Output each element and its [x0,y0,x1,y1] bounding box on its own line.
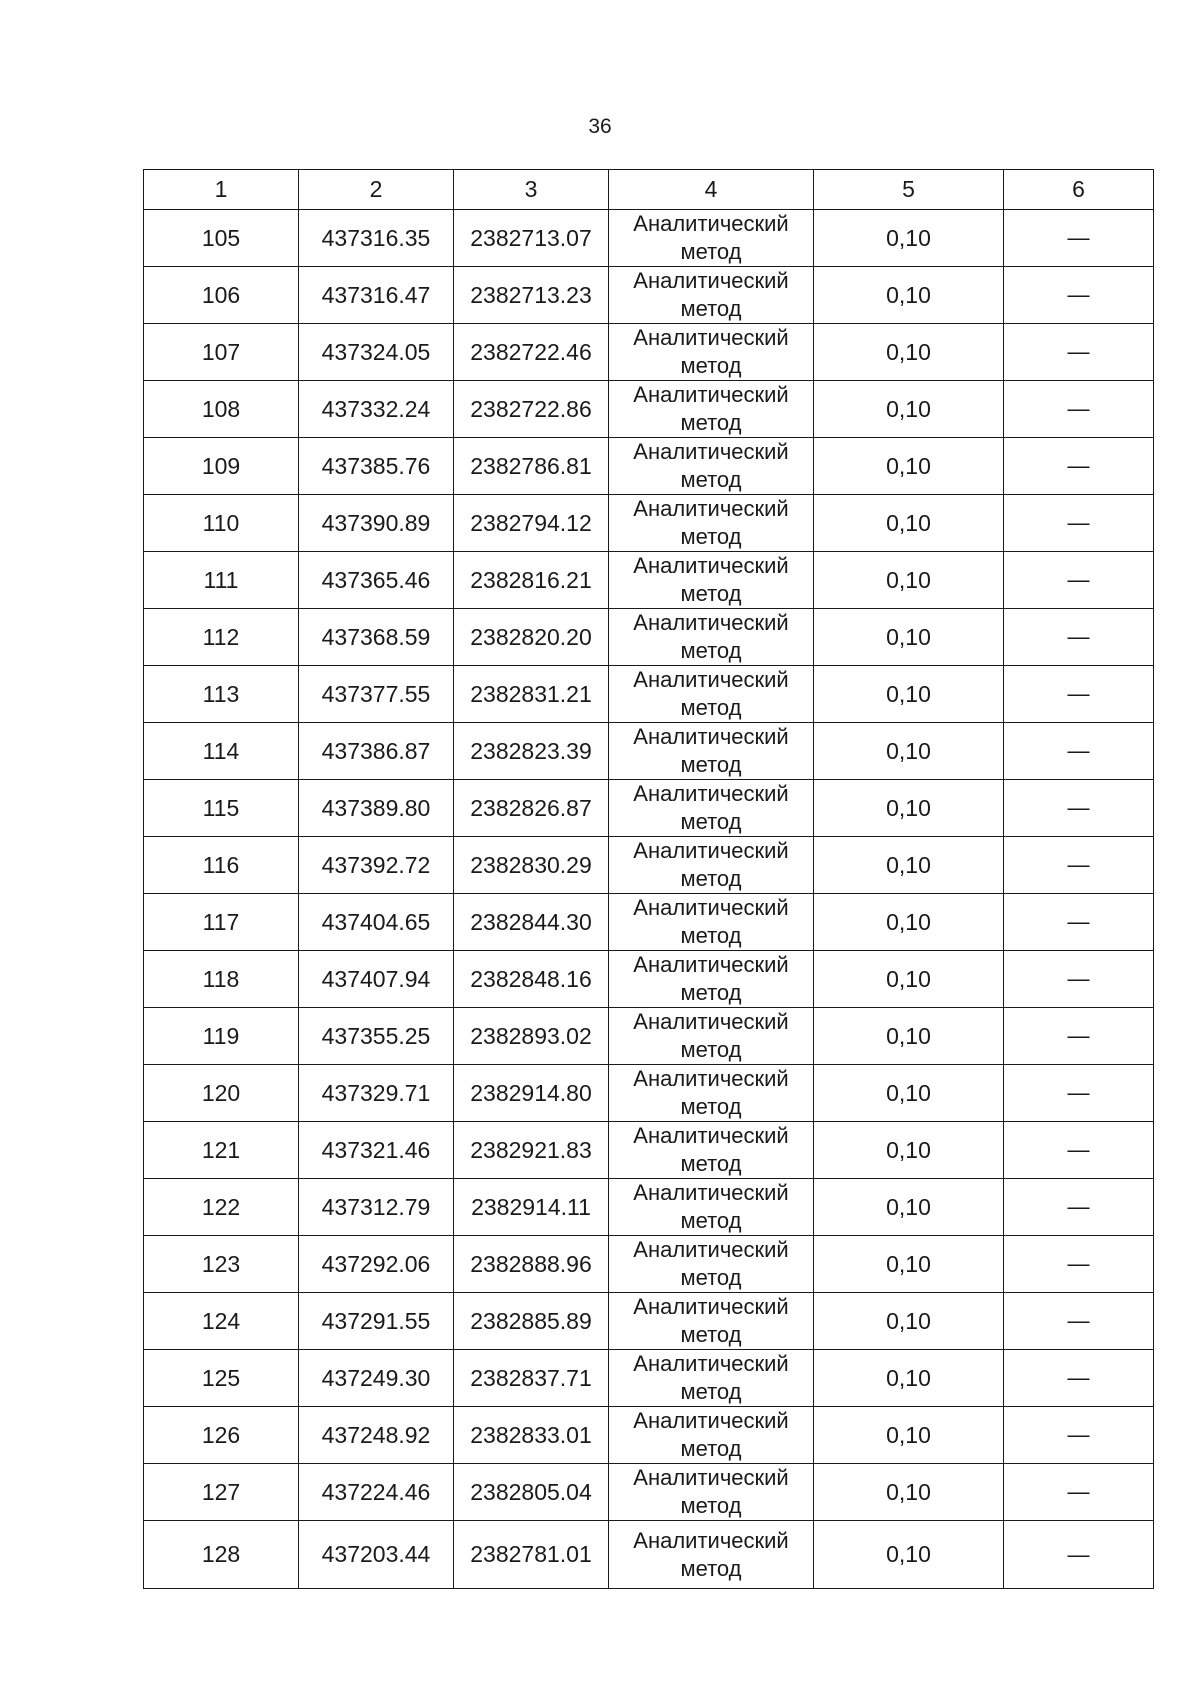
note-cell: — [1004,1521,1154,1589]
method-cell [609,210,814,267]
note-cell: — [1004,1008,1154,1065]
note-cell: — [1004,666,1154,723]
table-row [144,210,1154,267]
method-cell [609,1122,814,1179]
method-line-1: Аналитический [633,1465,789,1490]
method-line-2: метод [680,1493,742,1518]
accuracy-cell: 0,10 [814,1407,1004,1464]
table-row [144,1464,1154,1521]
table-row [144,951,1154,1008]
table-row [144,780,1154,837]
page-number: 36 [588,115,612,138]
note-cell: — [1004,552,1154,609]
method-line-1: Аналитический [633,1351,789,1376]
point-number-cell: 123 [144,1236,299,1293]
point-number-cell: 113 [144,666,299,723]
x-coordinate-cell: 437332.24 [299,381,454,438]
point-number-cell: 116 [144,837,299,894]
method-cell [609,1293,814,1350]
method-line-2: метод [680,467,742,492]
method-line-1: Аналитический [633,1527,789,1553]
accuracy-cell: 0,10 [814,609,1004,666]
method-cell [609,1464,814,1521]
y-coordinate-cell: 2382833.01 [454,1407,609,1464]
note-cell: — [1004,951,1154,1008]
y-coordinate-cell: 2382823.39 [454,723,609,780]
accuracy-cell: 0,10 [814,1350,1004,1407]
method-line-2: метод [680,1208,742,1233]
x-coordinate-cell: 437291.55 [299,1293,454,1350]
method-cell [609,1008,814,1065]
point-number-cell: 109 [144,438,299,495]
accuracy-cell: 0,10 [814,666,1004,723]
column-header: 2 [299,170,454,210]
y-coordinate-cell: 2382921.83 [454,1122,609,1179]
table-row [144,381,1154,438]
x-coordinate-cell: 437368.59 [299,609,454,666]
method-line-2: метод [680,1322,742,1347]
point-number-cell: 127 [144,1464,299,1521]
method-line-1: Аналитический [633,1009,789,1034]
method-line-1: Аналитический [633,895,789,920]
y-coordinate-cell: 2382830.29 [454,837,609,894]
point-number-cell: 105 [144,210,299,267]
method-cell [609,1521,814,1589]
table-row [144,1065,1154,1122]
x-coordinate-cell: 437407.94 [299,951,454,1008]
method-cell [609,552,814,609]
note-cell: — [1004,1407,1154,1464]
point-number-cell: 114 [144,723,299,780]
y-coordinate-cell: 2382888.96 [454,1236,609,1293]
accuracy-cell: 0,10 [814,495,1004,552]
method-line-2: метод [680,923,742,948]
x-coordinate-cell: 437329.71 [299,1065,454,1122]
accuracy-cell: 0,10 [814,1236,1004,1293]
note-cell: — [1004,609,1154,666]
method-line-1: Аналитический [633,610,789,635]
column-header: 4 [609,170,814,210]
accuracy-cell: 0,10 [814,1464,1004,1521]
y-coordinate-cell: 2382816.21 [454,552,609,609]
note-cell: — [1004,1179,1154,1236]
note-cell: — [1004,780,1154,837]
method-cell [609,666,814,723]
point-number-cell: 125 [144,1350,299,1407]
x-coordinate-cell: 437249.30 [299,1350,454,1407]
y-coordinate-cell: 2382893.02 [454,1008,609,1065]
table-row [144,837,1154,894]
y-coordinate-cell: 2382914.80 [454,1065,609,1122]
point-number-cell: 126 [144,1407,299,1464]
column-header: 1 [144,170,299,210]
note-cell: — [1004,324,1154,381]
method-line-2: метод [680,1436,742,1461]
method-line-2: метод [680,1094,742,1119]
method-cell [609,837,814,894]
note-cell: — [1004,1122,1154,1179]
note-cell: — [1004,1065,1154,1122]
point-number-cell: 128 [144,1521,299,1589]
method-line-1: Аналитический [633,439,789,464]
method-line-2: метод [680,638,742,663]
accuracy-cell: 0,10 [814,552,1004,609]
method-line-1: Аналитический [633,1180,789,1205]
method-cell [609,951,814,1008]
accuracy-cell: 0,10 [814,894,1004,951]
y-coordinate-cell: 2382826.87 [454,780,609,837]
table-row [144,1293,1154,1350]
table-row [144,1122,1154,1179]
accuracy-cell: 0,10 [814,381,1004,438]
x-coordinate-cell: 437392.72 [299,837,454,894]
x-coordinate-cell: 437321.46 [299,1122,454,1179]
accuracy-cell: 0,10 [814,1521,1004,1589]
note-cell: — [1004,837,1154,894]
method-cell [609,1179,814,1236]
note-cell: — [1004,1293,1154,1350]
y-coordinate-cell: 2382794.12 [454,495,609,552]
table-row [144,723,1154,780]
y-coordinate-cell: 2382805.04 [454,1464,609,1521]
method-line-1: Аналитический [633,1066,789,1091]
x-coordinate-cell: 437203.44 [299,1521,454,1589]
point-number-cell: 124 [144,1293,299,1350]
y-coordinate-cell: 2382781.01 [454,1521,609,1589]
y-coordinate-cell: 2382837.71 [454,1350,609,1407]
method-cell [609,780,814,837]
accuracy-cell: 0,10 [814,1293,1004,1350]
point-number-cell: 119 [144,1008,299,1065]
method-line-1: Аналитический [633,1123,789,1148]
method-line-2: метод [680,581,742,606]
x-coordinate-cell: 437377.55 [299,666,454,723]
x-coordinate-cell: 437386.87 [299,723,454,780]
y-coordinate-cell: 2382786.81 [454,438,609,495]
table-row [144,1179,1154,1236]
y-coordinate-cell: 2382713.23 [454,267,609,324]
method-line-1: Аналитический [633,838,789,863]
column-header: 5 [814,170,1004,210]
point-number-cell: 106 [144,267,299,324]
method-line-2: метод [680,1151,742,1176]
method-line-1: Аналитический [633,553,789,578]
method-cell [609,723,814,780]
accuracy-cell: 0,10 [814,723,1004,780]
method-line-2: метод [680,1265,742,1290]
accuracy-cell: 0,10 [814,1008,1004,1065]
accuracy-cell: 0,10 [814,324,1004,381]
table-row [144,1521,1154,1589]
method-line-1: Аналитический [633,382,789,407]
accuracy-cell: 0,10 [814,1065,1004,1122]
accuracy-cell: 0,10 [814,837,1004,894]
accuracy-cell: 0,10 [814,438,1004,495]
x-coordinate-cell: 437224.46 [299,1464,454,1521]
point-number-cell: 112 [144,609,299,666]
note-cell: — [1004,210,1154,267]
y-coordinate-cell: 2382722.46 [454,324,609,381]
table-row [144,609,1154,666]
y-coordinate-cell: 2382885.89 [454,1293,609,1350]
method-line-2: метод [680,410,742,435]
point-number-cell: 120 [144,1065,299,1122]
x-coordinate-cell: 437324.05 [299,324,454,381]
x-coordinate-cell: 437390.89 [299,495,454,552]
table-row [144,1236,1154,1293]
point-number-cell: 111 [144,552,299,609]
method-line-2: метод [680,1555,742,1581]
method-cell [609,495,814,552]
y-coordinate-cell: 2382914.11 [454,1179,609,1236]
method-line-2: метод [680,695,742,720]
accuracy-cell: 0,10 [814,1122,1004,1179]
y-coordinate-cell: 2382848.16 [454,951,609,1008]
point-number-cell: 110 [144,495,299,552]
table-row [144,1350,1154,1407]
x-coordinate-cell: 437248.92 [299,1407,454,1464]
method-line-1: Аналитический [633,667,789,692]
x-coordinate-cell: 437316.47 [299,267,454,324]
accuracy-cell: 0,10 [814,780,1004,837]
accuracy-cell: 0,10 [814,951,1004,1008]
method-line-2: метод [680,296,742,321]
x-coordinate-cell: 437316.35 [299,210,454,267]
note-cell: — [1004,267,1154,324]
x-coordinate-cell: 437385.76 [299,438,454,495]
method-cell [609,1350,814,1407]
point-number-cell: 122 [144,1179,299,1236]
y-coordinate-cell: 2382844.30 [454,894,609,951]
point-number-cell: 115 [144,780,299,837]
point-number-cell: 107 [144,324,299,381]
note-cell: — [1004,723,1154,780]
table-row [144,666,1154,723]
method-line-1: Аналитический [633,1294,789,1319]
method-cell [609,609,814,666]
column-header: 3 [454,170,609,210]
x-coordinate-cell: 437389.80 [299,780,454,837]
method-line-1: Аналитический [633,211,789,236]
note-cell: — [1004,894,1154,951]
method-line-1: Аналитический [633,952,789,977]
y-coordinate-cell: 2382713.07 [454,210,609,267]
y-coordinate-cell: 2382831.21 [454,666,609,723]
method-line-1: Аналитический [633,496,789,521]
method-line-2: метод [680,1379,742,1404]
y-coordinate-cell: 2382722.86 [454,381,609,438]
table-row [144,552,1154,609]
method-cell [609,324,814,381]
note-cell: — [1004,495,1154,552]
table-row [144,324,1154,381]
table-row [144,438,1154,495]
column-header: 6 [1004,170,1154,210]
point-number-cell: 121 [144,1122,299,1179]
accuracy-cell: 0,10 [814,267,1004,324]
method-cell [609,438,814,495]
method-line-1: Аналитический [633,1237,789,1262]
method-line-2: метод [680,980,742,1005]
method-line-2: метод [680,353,742,378]
table-header-row [144,170,1154,210]
x-coordinate-cell: 437355.25 [299,1008,454,1065]
accuracy-cell: 0,10 [814,210,1004,267]
note-cell: — [1004,438,1154,495]
method-cell [609,381,814,438]
method-line-2: метод [680,1037,742,1062]
method-cell [609,894,814,951]
method-cell [609,1236,814,1293]
table-row [144,894,1154,951]
point-number-cell: 118 [144,951,299,1008]
note-cell: — [1004,1236,1154,1293]
y-coordinate-cell: 2382820.20 [454,609,609,666]
x-coordinate-cell: 437292.06 [299,1236,454,1293]
method-line-1: Аналитический [633,781,789,806]
x-coordinate-cell: 437365.46 [299,552,454,609]
x-coordinate-cell: 437404.65 [299,894,454,951]
point-number-cell: 117 [144,894,299,951]
method-line-2: метод [680,524,742,549]
method-line-2: метод [680,809,742,834]
method-line-1: Аналитический [633,724,789,749]
table-row [144,267,1154,324]
table-row [144,1008,1154,1065]
note-cell: — [1004,1350,1154,1407]
method-line-2: метод [680,866,742,891]
point-number-cell: 108 [144,381,299,438]
method-line-1: Аналитический [633,268,789,293]
x-coordinate-cell: 437312.79 [299,1179,454,1236]
method-cell [609,267,814,324]
coordinates-table [143,169,1154,1589]
table-row [144,495,1154,552]
accuracy-cell: 0,10 [814,1179,1004,1236]
method-line-1: Аналитический [633,1408,789,1433]
method-line-2: метод [680,239,742,264]
method-cell [609,1065,814,1122]
table-row [144,1407,1154,1464]
note-cell: — [1004,1464,1154,1521]
method-cell [609,1407,814,1464]
method-line-2: метод [680,752,742,777]
note-cell: — [1004,381,1154,438]
method-line-1: Аналитический [633,325,789,350]
